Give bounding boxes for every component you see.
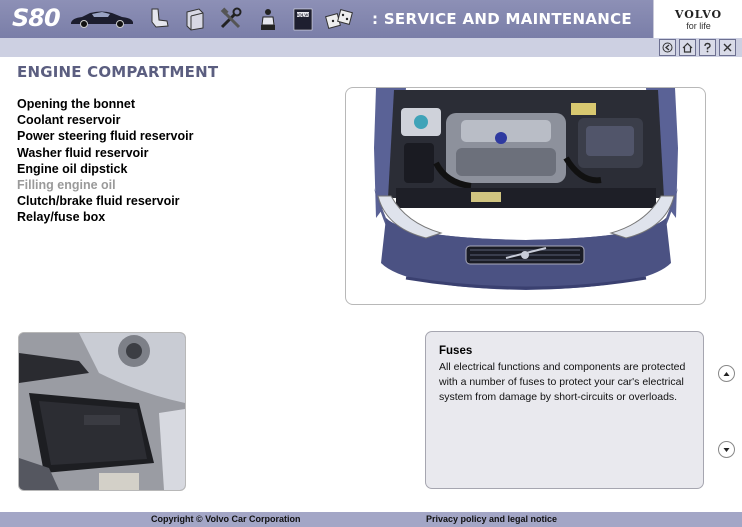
car-icon[interactable] (66, 5, 138, 33)
menu-item-brake-fluid[interactable]: Clutch/brake fluid reservoir (17, 194, 180, 209)
info-panel (425, 331, 704, 489)
scroll-down-button[interactable] (718, 441, 735, 458)
home-icon (682, 42, 693, 53)
window-controls (656, 39, 736, 56)
back-button[interactable] (659, 39, 676, 56)
engine-image-panel (345, 87, 706, 305)
info-text: All electrical functions and components are protected with a number of fuses to protect your car's electrical system from damage by short-circuits or overloads. (439, 361, 686, 403)
menu-item-washer-fluid[interactable]: Washer fluid reservoir (17, 145, 149, 160)
close-icon (722, 42, 733, 53)
tools-icon[interactable] (216, 5, 246, 33)
scroll-up-button[interactable] (718, 365, 735, 382)
arrow-up-icon (723, 371, 730, 377)
manual-icon[interactable] (288, 5, 318, 33)
model-logo: S80 (12, 4, 60, 32)
help-icon (702, 42, 713, 53)
page-title: ENGINE COMPARTMENT (17, 63, 219, 81)
footer-bar (0, 512, 742, 527)
arrow-down-icon (723, 447, 730, 453)
manual-icon-label: VOLVO (295, 12, 311, 18)
close-button[interactable] (719, 39, 736, 56)
section-title: : SERVICE AND MAINTENANCE (372, 10, 632, 28)
topic-menu (17, 96, 193, 226)
menu-item-oil-dipstick[interactable]: Engine oil dipstick (17, 161, 128, 176)
header-bar (0, 0, 742, 38)
nav-icons (66, 4, 360, 34)
menu-item-opening-bonnet[interactable]: Opening the bonnet (17, 97, 136, 111)
privacy-link[interactable]: Privacy policy and legal notice (426, 514, 558, 524)
menu-item-filling-oil[interactable]: Filling engine oil (17, 177, 116, 192)
menu-item-coolant-reservoir[interactable]: Coolant reservoir (17, 113, 121, 128)
fuse-box-photo (18, 332, 186, 491)
seat-icon[interactable] (144, 5, 174, 33)
brand-tagline: for life (686, 21, 711, 31)
brand-name: VOLVO (674, 8, 723, 21)
menu-item-relay-fuse-box[interactable]: Relay/fuse box (17, 210, 106, 225)
info-title: Fuses (439, 345, 473, 357)
dice-icon[interactable] (324, 5, 354, 33)
back-icon (662, 42, 673, 53)
copyright-link[interactable]: Copyright © Volvo Car Corporation (151, 514, 301, 524)
volvo-brand (653, 0, 742, 38)
help-button[interactable] (699, 39, 716, 56)
engine-compartment-image (346, 88, 705, 304)
fuse-box-image (19, 333, 185, 490)
menu-item-power-steering[interactable]: Power steering fluid reservoir (17, 129, 194, 144)
sub-bar (0, 38, 742, 57)
home-button[interactable] (679, 39, 696, 56)
person-icon[interactable] (252, 5, 282, 33)
book-icon[interactable] (180, 5, 210, 33)
